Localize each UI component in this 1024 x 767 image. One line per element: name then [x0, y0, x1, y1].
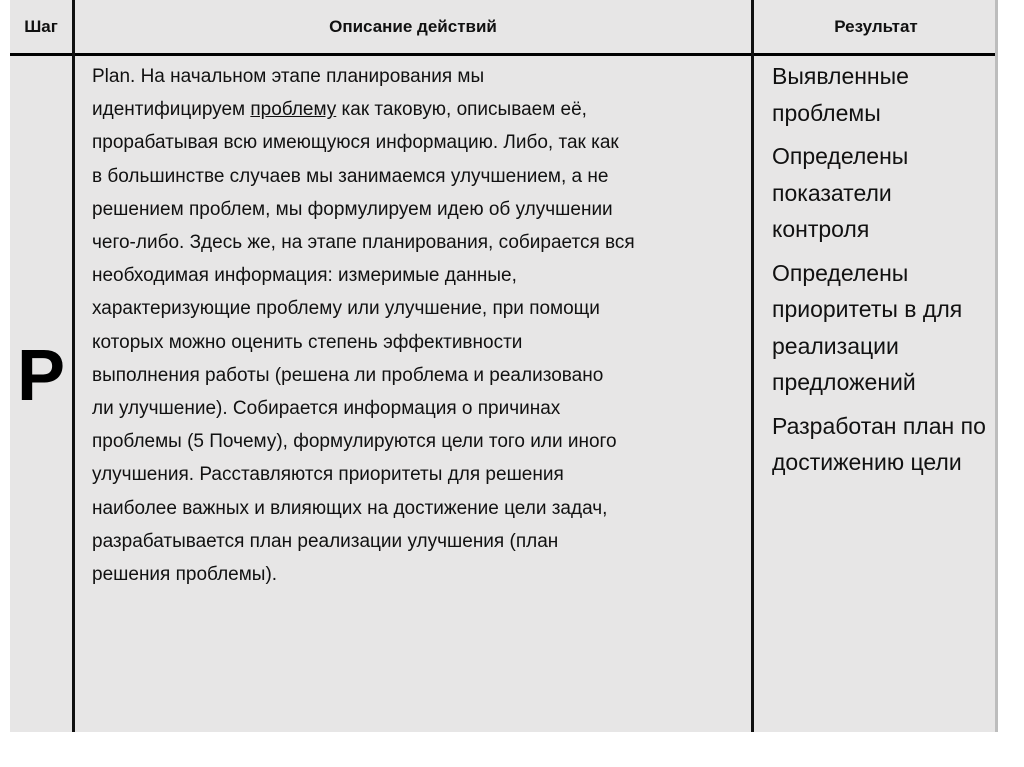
description-line: как таковую, описываем её, — [341, 99, 587, 121]
description-line: идентифицируем — [92, 99, 246, 121]
result-cell — [772, 58, 994, 488]
header-divider — [10, 53, 998, 56]
step-cell: P — [16, 336, 66, 416]
description-line: чего-либо. Здесь же, на этапе планирования, собирается вся — [92, 232, 635, 254]
description-line: решением проблем, мы формулируем идею об улучшении — [92, 198, 613, 220]
header-step: Шаг — [10, 0, 72, 53]
description-line: в большинстве случаев мы занимаемся улучшением, а не — [92, 165, 609, 187]
description-line: решения проблемы). — [92, 564, 278, 586]
result-item: Разработан план по достижению цели — [772, 412, 986, 475]
result-item: Определены приоритеты в для реализации предложений — [772, 259, 963, 395]
description-line: выполнения работы (решена ли проблема и реализовано — [92, 364, 604, 386]
header-description: Описание действий — [74, 0, 752, 53]
description-line: ли улучшение). Собирается информация о причинах — [92, 398, 561, 420]
description-line: Plan. На начальном этапе планирования мы — [92, 66, 485, 87]
description-line: характеризующие проблему или улучшение, при помощи — [92, 298, 600, 320]
description-cell — [92, 60, 752, 591]
result-item: Выявленные проблемы — [772, 63, 909, 126]
table-right-border — [995, 0, 998, 732]
column-divider-1 — [72, 0, 75, 732]
description-line: разрабатывается план реализации улучшения (план — [92, 530, 559, 552]
pdca-table — [10, 0, 998, 732]
underlined-term: проблему — [250, 99, 337, 121]
header-result: Результат — [754, 0, 998, 53]
description-line: улучшения. Расставляются приоритеты для решения — [92, 464, 564, 486]
result-item: Определены показатели контроля — [772, 143, 909, 242]
description-line: наиболее важных и влияющих на достижение цели задач, — [92, 497, 608, 519]
description-line: проблемы (5 Почему), формулируются цели того или иного — [92, 431, 617, 453]
description-line: прорабатывая всю имеющуюся информацию. Либо, так как — [92, 132, 619, 154]
description-line: необходимая информация: измеримые данные, — [92, 265, 517, 287]
description-line: которых можно оценить степень эффективности — [92, 331, 523, 353]
